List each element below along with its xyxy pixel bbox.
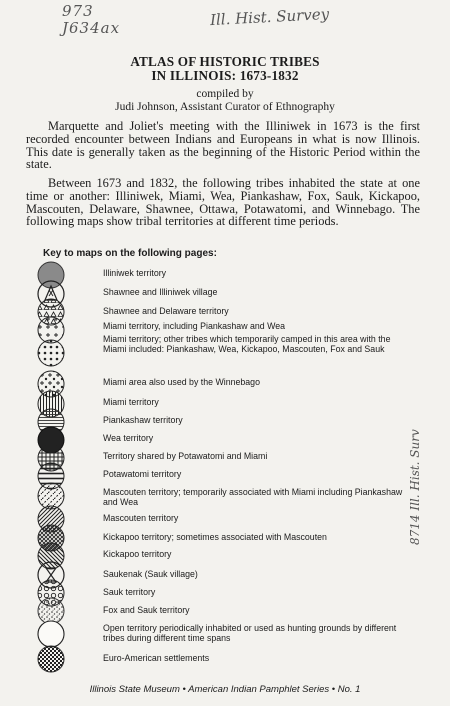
key-item-label: Mascouten territory; temporarily associated with Miami including Piankashaw and Wea [103, 487, 403, 507]
page-footer: Illinois State Museum • American Indian Pamphlet Series • No. 1 [89, 684, 361, 695]
key-item-label: Sauk territory [103, 587, 156, 597]
page-title-line1: ATLAS OF HISTORIC TRIBES [130, 54, 320, 69]
checker-circle-icon [36, 644, 66, 674]
key-item-label: Mascouten territory [103, 513, 179, 523]
key-item-label: Potawatomi territory [103, 469, 182, 479]
key-title: Key to maps on the following pages: [43, 248, 217, 259]
key-item-label: Wea territory [103, 433, 154, 443]
handwritten-note-top: Ill. Hist. Survey [209, 4, 330, 30]
key-item-label: Illiniwek territory [103, 268, 167, 278]
call-number-line1: 973 [62, 2, 94, 20]
compiled-by: compiled by [196, 88, 254, 100]
key-item-label: Miami territory, including Piankashaw and Wea [103, 321, 286, 331]
key-item-label: Shawnee and Illiniwek village [103, 287, 218, 297]
key-item-label: Fox and Sauk territory [103, 605, 190, 615]
key-item-label: Kickapoo territory; sometimes associated with Mascouten [103, 532, 327, 542]
key-item-label: Territory shared by Potawatomi and Miami [103, 451, 268, 461]
key-item-label: Piankashaw territory [103, 415, 183, 425]
key-item-label: Miami territory [103, 397, 159, 407]
key-item-label: Miami territory; other tribes which temporarily camped in this area with the Miami included: Piankashaw, Wea, Kickapoo, Mascouten, Fox and Sauk [103, 334, 391, 354]
author-line: Judi Johnson, Assistant Curator of Ethnography [115, 101, 335, 113]
dots-circle-icon [36, 338, 66, 368]
key-item-label: Kickapoo territory [103, 549, 172, 559]
key-item-label: Saukenak (Sauk village) [103, 569, 198, 579]
key-item-label: Open territory periodically inhabited or used as hunting grounds by different tribes during different time spans [103, 623, 397, 643]
intro-paragraph: Marquette and Joliet's meeting with the Illiniwek in 1673 is the first recorded encounter between Indians and Europeans in what is now Illinois. This date is generally taken as the beginning of the Historic Period within the state. [26, 119, 420, 172]
tribes-paragraph: Between 1673 and 1832, the following tribes inhabited the state at one time or another: Illiniwek, Miami, Wea, Piankashaw, Fox, Sauk, Kickapoo, Mascouten, Delaware, Shawnee, Ottawa, Potawatomi, and Winnebago. The following maps show tribal territories at different time periods. [26, 176, 420, 229]
key-item-label: Shawnee and Delaware territory [103, 306, 229, 316]
handwritten-call-number [62, 3, 120, 37]
key-item-label: Miami area also used by the Winnebago [103, 377, 260, 387]
key-item-label: Euro-American settlements [103, 653, 210, 663]
page-title-line2: IN ILLINOIS: 1673-1832 [151, 68, 299, 83]
call-number-line2: J634ax [62, 19, 121, 37]
handwritten-note-side: 8714 Ill. Hist. Surv [408, 429, 422, 545]
